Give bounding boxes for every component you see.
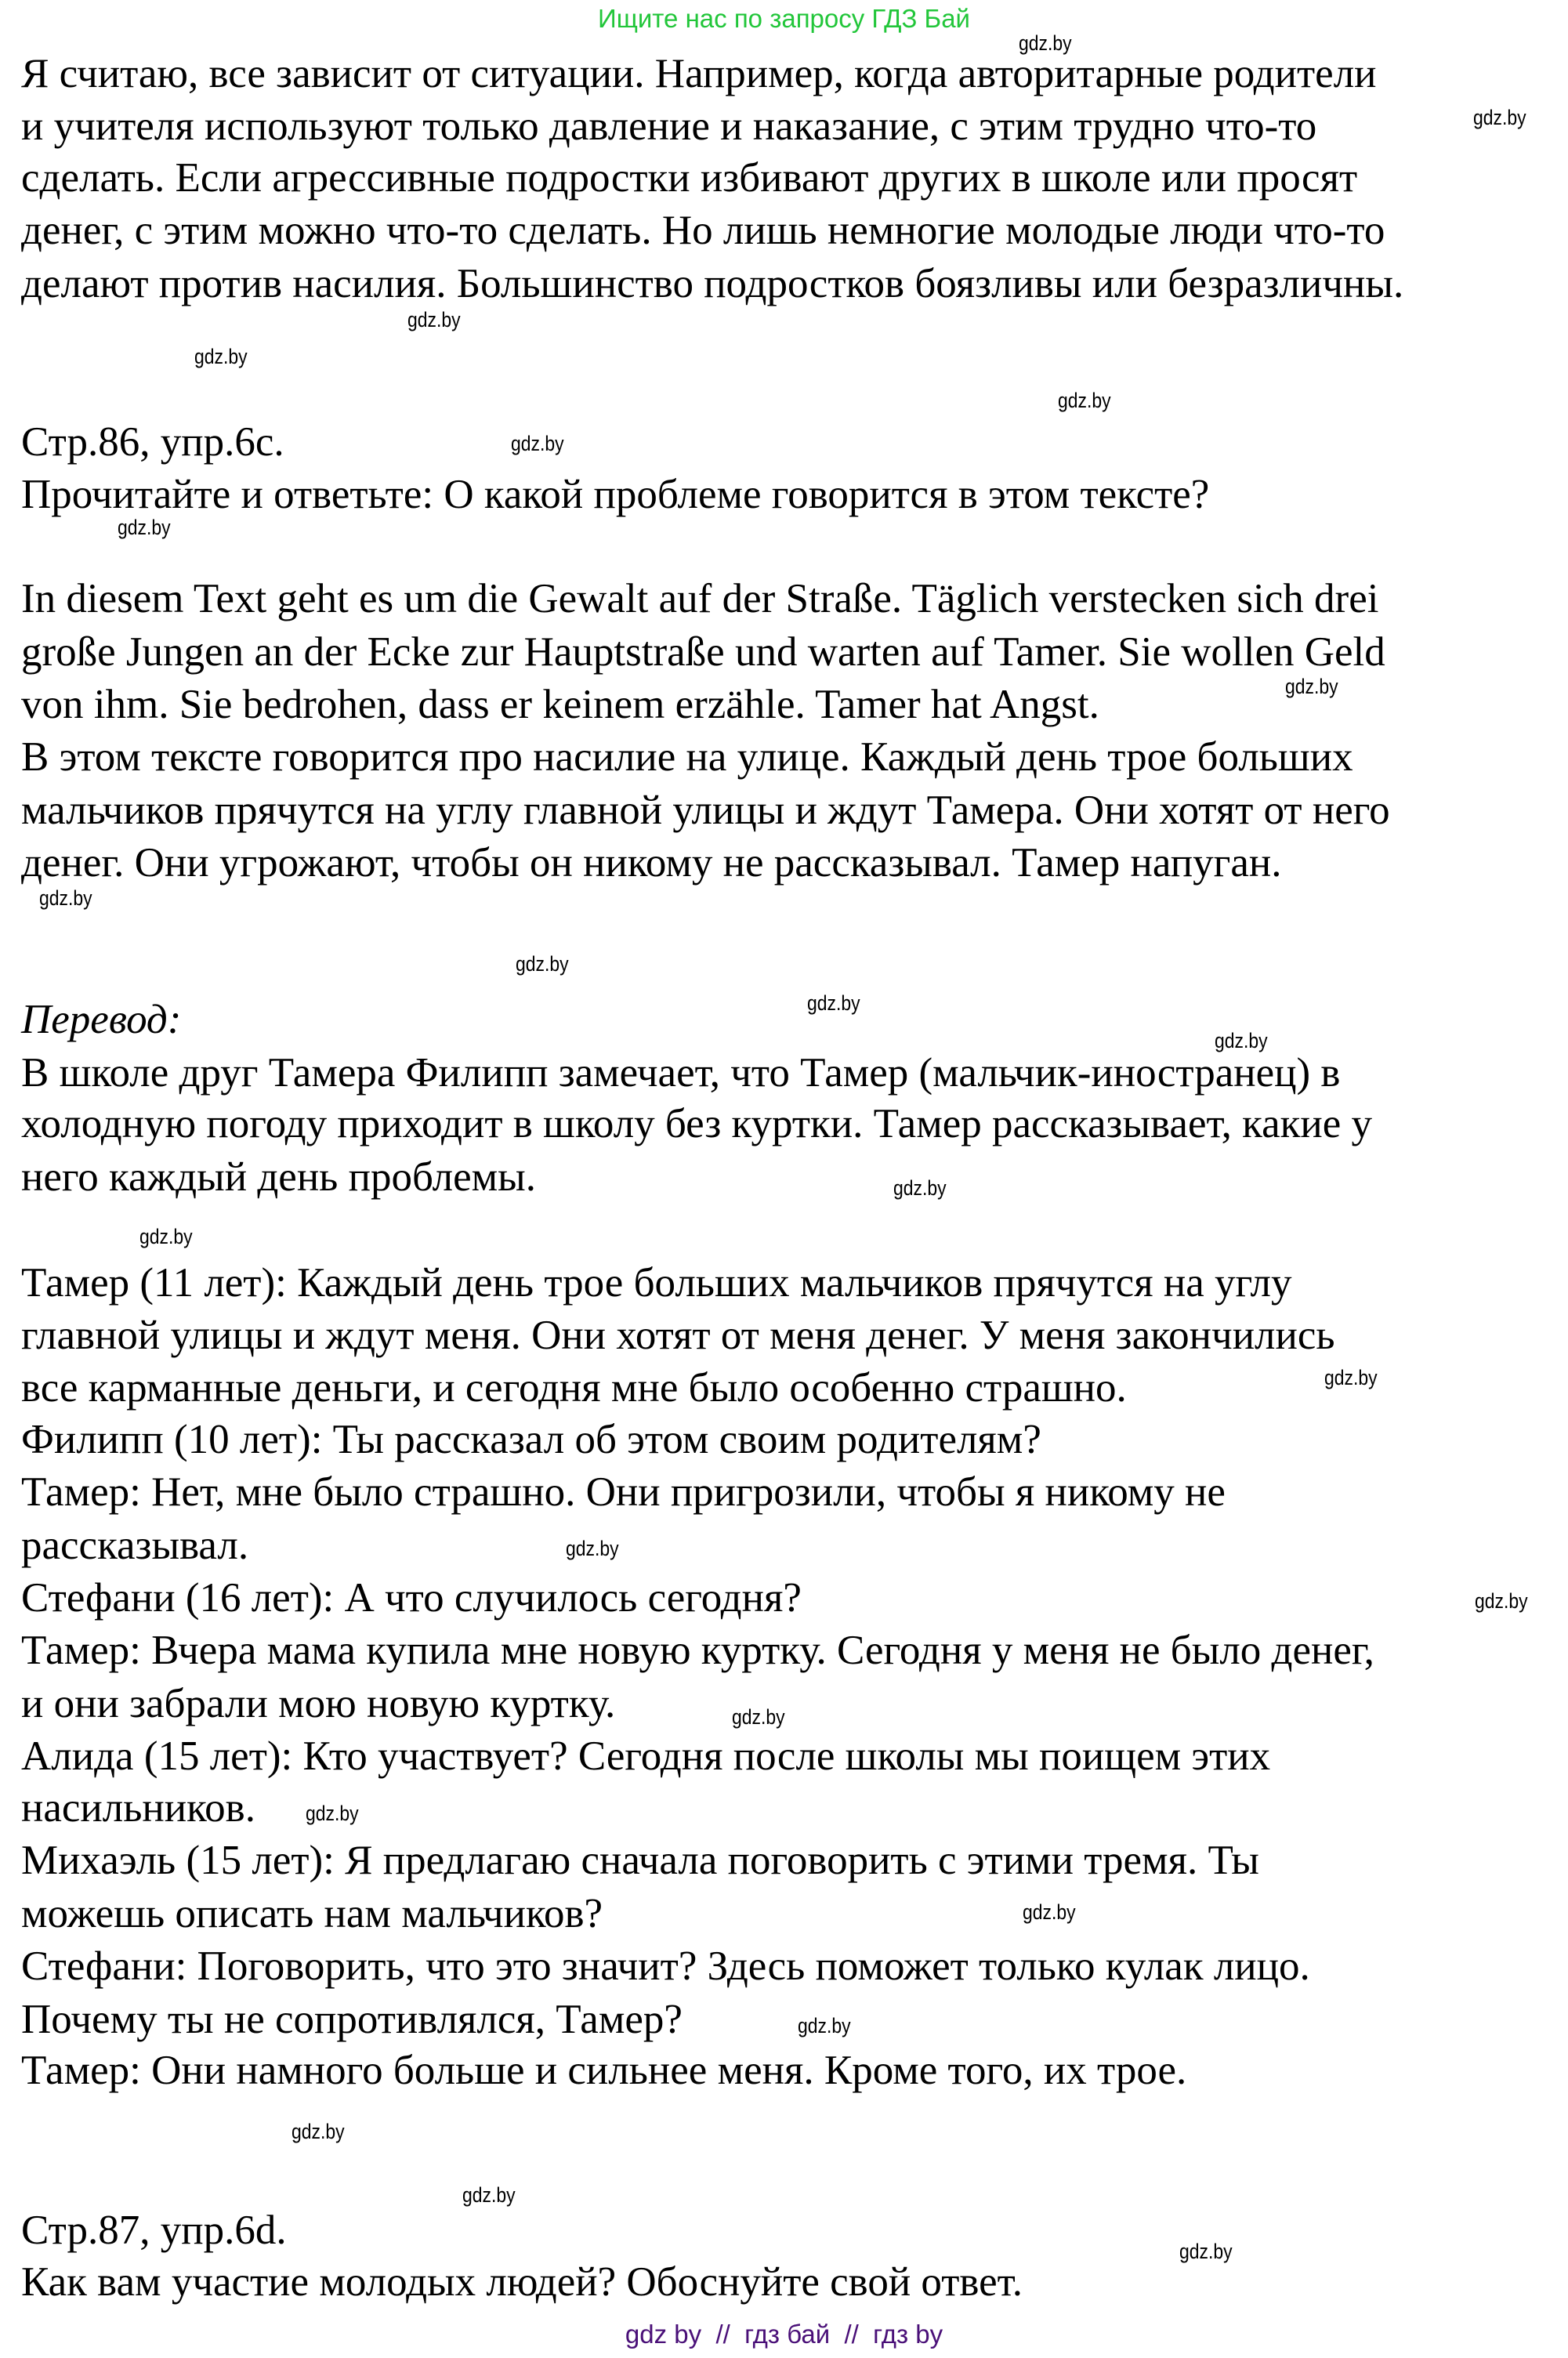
watermark: gdz.by — [306, 1802, 359, 1825]
exercise-question-6c: Прочитайте и ответьте: О какой проблеме говорится в этом тексте? — [21, 472, 1210, 517]
dialogue-line: Тамер: Они намного больше и сильнее меня. Кроме того, их трое. — [21, 2048, 1187, 2093]
answer-de-line-3: von ihm. Sie bedrohen, dass er keinem erzähle. Tamer hat Angst. — [21, 682, 1099, 727]
opinion-line-5: делают против насилия. Большинство подростков боязливы или безразличны. — [21, 261, 1404, 306]
watermark: gdz.by — [292, 2120, 345, 2143]
dialogue-line: Стефани: Поговорить, что это значит? Здесь поможет только кулак лицо. — [21, 1943, 1310, 1989]
dialogue-line: Почему ты не сопротивлялся, Тамер? — [21, 1997, 683, 2042]
answer-de-line-2: große Jungen an der Ecke zur Hauptstraße und warten auf Tamer. Sie wollen Geld — [21, 629, 1385, 675]
dialogue-line: рассказывал. — [21, 1523, 249, 1568]
translation-intro-line-2: холодную погоду приходит в школу без куртки. Тамер рассказывает, какие у — [21, 1101, 1373, 1146]
dialogue-line: Алида (15 лет): Кто участвует? Сегодня после школы мы поищем этих — [21, 1733, 1271, 1779]
dialogue-line: Филипп (10 лет): Ты рассказал об этом своим родителям? — [21, 1417, 1041, 1462]
watermark: gdz.by — [1475, 1589, 1528, 1613]
answer-ru-line-3: денег. Они угрожают, чтобы он никому не рассказывал. Тамер напуган. — [21, 840, 1282, 886]
watermark: gdz.by — [1023, 1900, 1076, 1924]
opinion-line-4: денег, с этим можно что-то сделать. Но лишь немногие молодые люди что-то — [21, 208, 1385, 253]
answer-de-line-1: In diesem Text geht es um die Gewalt auf der Straße. Täglich verstecken sich drei — [21, 576, 1379, 621]
translation-label: Перевод: — [21, 997, 182, 1042]
dialogue-line: и они забрали мою новую куртку. — [21, 1681, 616, 1726]
watermark: gdz.by — [566, 1537, 619, 1560]
watermark: gdz.by — [39, 886, 92, 910]
exercise-question-6d: Как вам участие молодых людей? Обоснуйте свой ответ. — [21, 2259, 1023, 2305]
watermark: gdz.by — [1215, 1029, 1268, 1052]
translation-intro-line-3: него каждый день проблемы. — [21, 1154, 536, 1200]
watermark: gdz.by — [1179, 2240, 1233, 2263]
exercise-heading-6d: Стр.87, упр.6d. — [21, 2208, 287, 2253]
watermark: gdz.by — [1019, 31, 1072, 55]
dialogue-line: главной улицы и ждут меня. Они хотят от меня денег. У меня закончились — [21, 1313, 1335, 1358]
dialogue-line: насильников. — [21, 1785, 255, 1831]
dialogue-line: Тамер: Нет, мне было страшно. Они пригрозили, чтобы я никому не — [21, 1469, 1226, 1515]
watermark: gdz.by — [893, 1176, 947, 1200]
watermark: gdz.by — [118, 516, 171, 539]
dialogue-line: Тамер (11 лет): Каждый день трое больших мальчиков прячутся на углу — [21, 1260, 1292, 1306]
dialogue-line: Стефани (16 лет): А что случилось сегодня? — [21, 1575, 802, 1621]
watermark: gdz.by — [807, 991, 860, 1015]
opinion-line-1: Я считаю, все зависит от ситуации. Например, когда авторитарные родители — [21, 51, 1377, 96]
exercise-heading-6c: Стр.86, упр.6c. — [21, 419, 284, 465]
footer-site-links: gdz by // гдз бай // гдз by — [625, 2320, 943, 2349]
dialogue-line: все карманные деньги, и сегодня мне было особенно страшно. — [21, 1365, 1127, 1411]
watermark: gdz.by — [798, 2014, 851, 2037]
dialogue-line: Тамер: Вчера мама купила мне новую куртку. Сегодня у меня не было денег, — [21, 1628, 1374, 1673]
watermark: gdz.by — [462, 2183, 516, 2207]
dialogue-line: Михаэль (15 лет): Я предлагаю сначала поговорить с этими тремя. Ты — [21, 1838, 1259, 1883]
watermark: gdz.by — [516, 952, 569, 976]
answer-ru-line-1: В этом тексте говорится про насилие на улице. Каждый день трое больших — [21, 734, 1353, 780]
answer-ru-line-2: мальчиков прячутся на углу главной улицы и ждут Тамера. Они хотят от него — [21, 788, 1390, 833]
search-hint-header: Ищите нас по запросу ГДЗ Бай — [598, 4, 970, 33]
opinion-line-3: сделать. Если агрессивные подростки избивают других в школе или просят — [21, 155, 1358, 201]
watermark: gdz.by — [407, 308, 461, 331]
watermark: gdz.by — [1324, 1366, 1378, 1389]
translation-intro-line-1: В школе друг Тамера Филипп замечает, что Тамер (мальчик-иностранец) в — [21, 1050, 1341, 1096]
watermark: gdz.by — [1058, 389, 1111, 412]
watermark: gdz.by — [194, 345, 248, 368]
opinion-line-2: и учителя используют только давление и наказание, с этим трудно что-то — [21, 103, 1317, 149]
dialogue-line: можешь описать нам мальчиков? — [21, 1891, 603, 1936]
watermark: gdz.by — [1285, 675, 1338, 698]
watermark: gdz.by — [1473, 106, 1526, 129]
watermark: gdz.by — [139, 1225, 193, 1248]
watermark: gdz.by — [732, 1705, 785, 1729]
watermark: gdz.by — [511, 432, 564, 455]
